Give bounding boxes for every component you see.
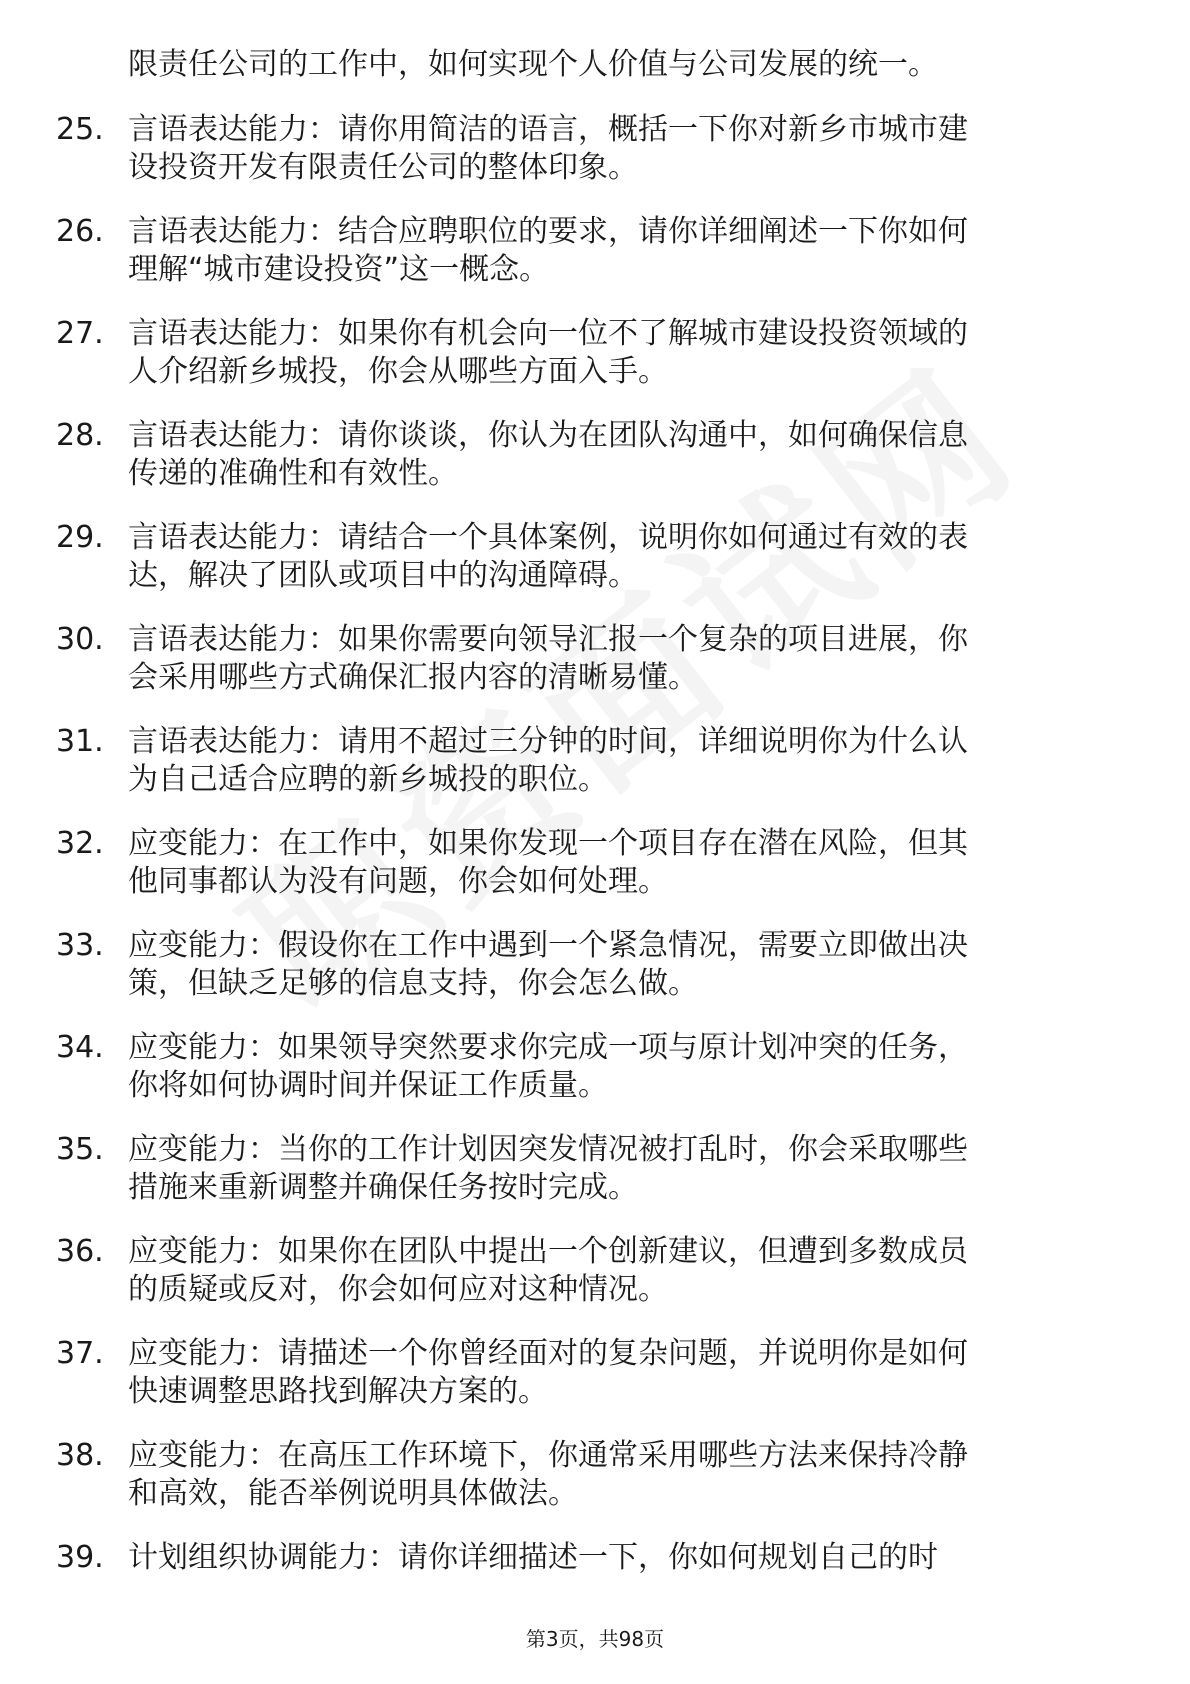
question-text-line: 应变能力：如果你在团队中提出一个创新建议，但遭到多数成员: [128, 1234, 968, 1269]
question-text-line: 会采用哪些方式确保汇报内容的清晰易懂。: [128, 660, 698, 695]
question-text-line: 言语表达能力：请你用简洁的语言，概括一下你对新乡市城市建: [128, 112, 968, 147]
question-text: [128, 213, 1118, 289]
question-item: [0, 417, 1190, 519]
question-number: 37.: [56, 1336, 104, 1371]
question-number: 34.: [56, 1030, 104, 1065]
question-number: 31.: [56, 724, 104, 759]
question-text-line: 他同事都认为没有问题，你会如何处理。: [128, 864, 668, 899]
question-text-line: 计划组织协调能力：请你详细描述一下，你如何规划自己的时: [128, 1540, 938, 1575]
question-item: [0, 111, 1190, 213]
question-item: [0, 825, 1190, 927]
question-text: [128, 621, 1118, 697]
question-number: 28.: [56, 418, 104, 453]
question-number: 25.: [56, 112, 104, 147]
question-text-line: 言语表达能力：如果你有机会向一位不了解城市建设投资领域的: [128, 316, 968, 351]
question-number: 36.: [56, 1234, 104, 1269]
question-text: [128, 927, 1118, 1003]
question-text-line: 言语表达能力：请结合一个具体案例，说明你如何通过有效的表: [128, 520, 968, 555]
question-number: 29.: [56, 520, 104, 555]
question-text: [128, 315, 1118, 391]
question-number: 39.: [56, 1540, 104, 1575]
question-text-line: 应变能力：假设你在工作中遇到一个紧急情况，需要立即做出决: [128, 928, 968, 963]
question-text: [128, 1539, 1118, 1577]
question-text-line: 言语表达能力：请你谈谈，你认为在团队沟通中，如何确保信息: [128, 418, 968, 453]
question-item: [0, 315, 1190, 417]
question-text: [128, 111, 1118, 187]
question-item: [0, 213, 1190, 315]
question-text: [128, 417, 1118, 493]
page-footer: 第3页，共98页: [525, 1627, 665, 1651]
question-text: [128, 1437, 1118, 1513]
question-text-line: 人介绍新乡城投，你会从哪些方面入手。: [128, 354, 668, 389]
question-item: [0, 1131, 1190, 1233]
question-number: 26.: [56, 214, 104, 249]
question-text-line: 应变能力：如果领导突然要求你完成一项与原计划冲突的任务，: [128, 1030, 968, 1065]
question-item: [0, 1437, 1190, 1539]
question-item: [0, 927, 1190, 1029]
question-item: [0, 1335, 1190, 1437]
question-text: [128, 1233, 1118, 1309]
question-text-line: 措施来重新调整并确保任务按时完成。: [128, 1170, 638, 1205]
question-text-line: 理解“城市建设投资”这一概念。: [128, 252, 550, 287]
question-text-line: 你将如何协调时间并保证工作质量。: [128, 1068, 608, 1103]
question-text-line: 言语表达能力：结合应聘职位的要求，请你详细阐述一下你如何: [128, 214, 968, 249]
question-item: [0, 723, 1190, 825]
question-text-line: 言语表达能力：请用不超过三分钟的时间，详细说明你为什么认: [128, 724, 968, 759]
question-item: [0, 1233, 1190, 1335]
question-number: 27.: [56, 316, 104, 351]
question-text: [128, 1131, 1118, 1207]
question-text-line: 和高效，能否举例说明具体做法。: [128, 1476, 578, 1511]
question-number: 32.: [56, 826, 104, 861]
question-number: 33.: [56, 928, 104, 963]
question-text: [128, 1335, 1118, 1411]
question-list: [0, 111, 1190, 1641]
question-text: [128, 519, 1118, 595]
question-text-line: 应变能力：在高压工作环境下，你通常采用哪些方法来保持冷静: [128, 1438, 968, 1473]
question-text-line: 言语表达能力：如果你需要向领导汇报一个复杂的项目进展，你: [128, 622, 968, 657]
question-text-line: 策，但缺乏足够的信息支持，你会怎么做。: [128, 966, 698, 1001]
question-text: [128, 723, 1118, 799]
question-number: 30.: [56, 622, 104, 657]
question-number: 38.: [56, 1438, 104, 1473]
question-text-line: 快速调整思路找到解决方案的。: [128, 1374, 548, 1409]
question-text-line: 应变能力：请描述一个你曾经面对的复杂问题，并说明你是如何: [128, 1336, 968, 1371]
question-text-line: 达，解决了团队或项目中的沟通障碍。: [128, 558, 638, 593]
question-text-line: 传递的准确性和有效性。: [128, 456, 458, 491]
question-item: [0, 1029, 1190, 1131]
question-text-line: 设投资开发有限责任公司的整体印象。: [128, 150, 638, 185]
question-item: [0, 621, 1190, 723]
question-text-line: 应变能力：在工作中，如果你发现一个项目存在潜在风险，但其: [128, 826, 968, 861]
question-text-line: 为自己适合应聘的新乡城投的职位。: [128, 762, 608, 797]
continuation-line: 限责任公司的工作中，如何实现个人价值与公司发展的统一。: [128, 47, 938, 82]
question-text-line: 的质疑或反对，你会如何应对这种情况。: [128, 1272, 668, 1307]
question-text-line: 应变能力：当你的工作计划因突发情况被打乱时，你会采取哪些: [128, 1132, 968, 1167]
question-text: [128, 1029, 1118, 1105]
question-text: [128, 825, 1118, 901]
question-number: 35.: [56, 1132, 104, 1167]
question-item: [0, 519, 1190, 621]
